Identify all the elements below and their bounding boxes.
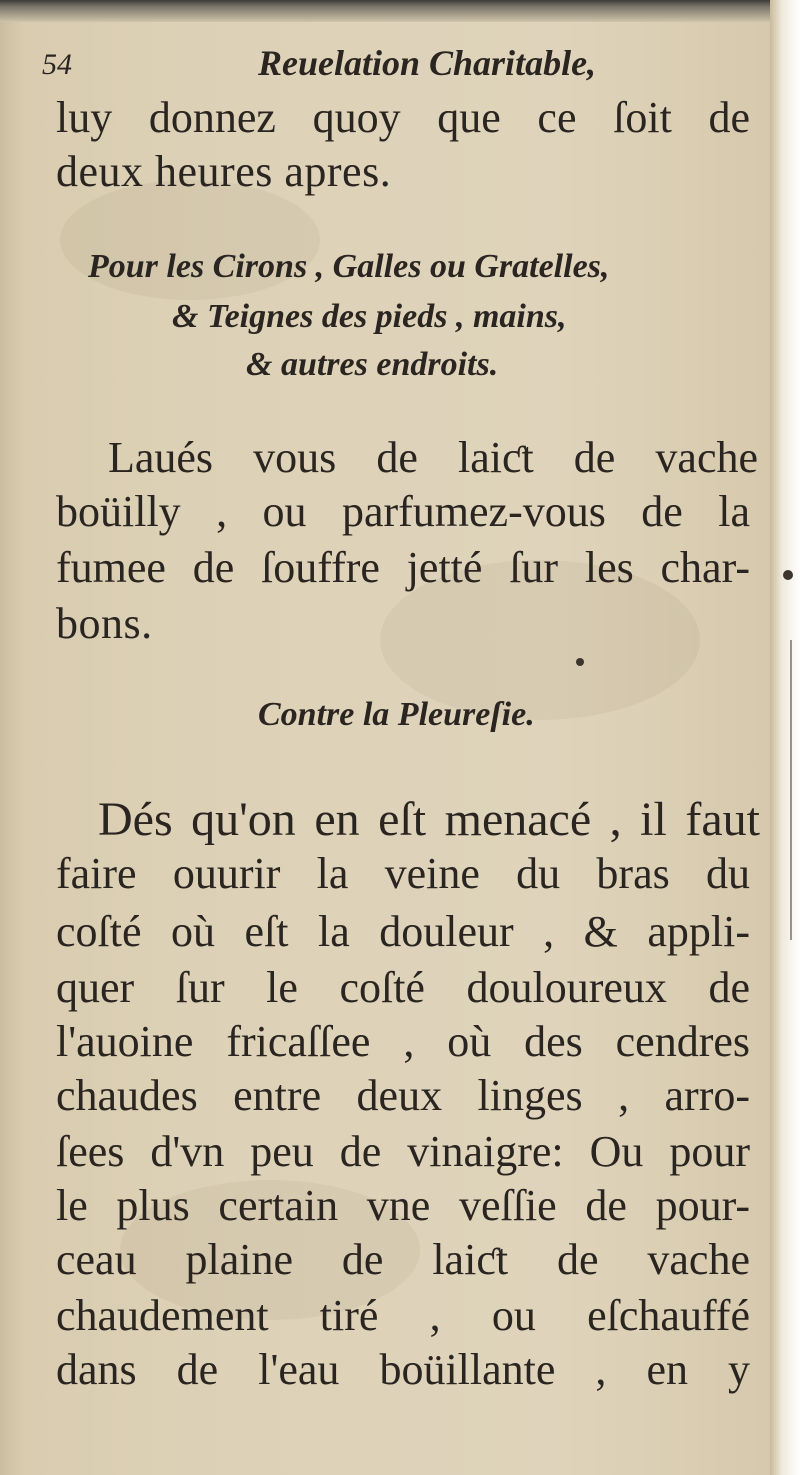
- page-right-margin: [770, 0, 800, 1475]
- remedy-pleuresie-line-3: coſté où eſt la douleur , & appli-: [56, 907, 750, 956]
- page-number: 54: [42, 48, 72, 81]
- remedy-cirons-line-3: fumee de ſouffre jetté ſur les char-: [56, 543, 750, 592]
- remedy-pleuresie-line-5: l'auoine fricaſſee , où des cendres: [56, 1017, 750, 1066]
- intro-line-1: luy donnez quoy que ce ſoit de: [56, 93, 750, 142]
- remedy-pleuresie-line-7: ſees d'vn peu de vinaigre: Ou pour: [56, 1127, 750, 1176]
- remedy-cirons-line-2: boüilly , ou parfumez-vous de la: [56, 487, 750, 536]
- remedy-pleuresie-line-8: le plus certain vne veſſie de pour-: [56, 1181, 750, 1230]
- section-heading-cirons-line-1: Pour les Cirons , Galles ou Gratelles,: [88, 248, 610, 285]
- remedy-pleuresie-line-11: dans de l'eau boüillante , en y: [56, 1345, 750, 1394]
- ink-dot: [576, 658, 584, 666]
- remedy-pleuresie-line-2: faire ouurir la veine du bras du: [56, 849, 750, 898]
- remedy-cirons-line-1: Laués vous de laiƈt de vache: [108, 433, 758, 482]
- section-heading-pleuresie: Contre la Pleureſie.: [258, 696, 535, 733]
- page-top-edge: [0, 0, 780, 22]
- running-title: Reuelation Charitable,: [258, 43, 597, 83]
- intro-line-2: deux heures apres.: [56, 147, 392, 196]
- section-heading-cirons-line-3: & autres endroits.: [246, 346, 499, 383]
- remedy-pleuresie-line-1: Dés qu'on en eſt menacé , il faut: [98, 793, 760, 846]
- remedy-pleuresie-line-9: ceau plaine de laiƈt de vache: [56, 1235, 750, 1284]
- remedy-pleuresie-line-6: chaudes entre deux linges , arro-: [56, 1071, 750, 1120]
- section-heading-cirons-line-2: & Teignes des pieds , mains,: [172, 298, 567, 335]
- ink-dot: [783, 570, 793, 580]
- remedy-pleuresie-line-10: chaudement tiré , ou eſchauffé: [56, 1291, 750, 1340]
- remedy-pleuresie-line-4: quer ſur le coſté douloureux de: [56, 963, 750, 1012]
- remedy-cirons-line-4: bons.: [56, 599, 153, 648]
- page-fold-shadow: [790, 640, 792, 940]
